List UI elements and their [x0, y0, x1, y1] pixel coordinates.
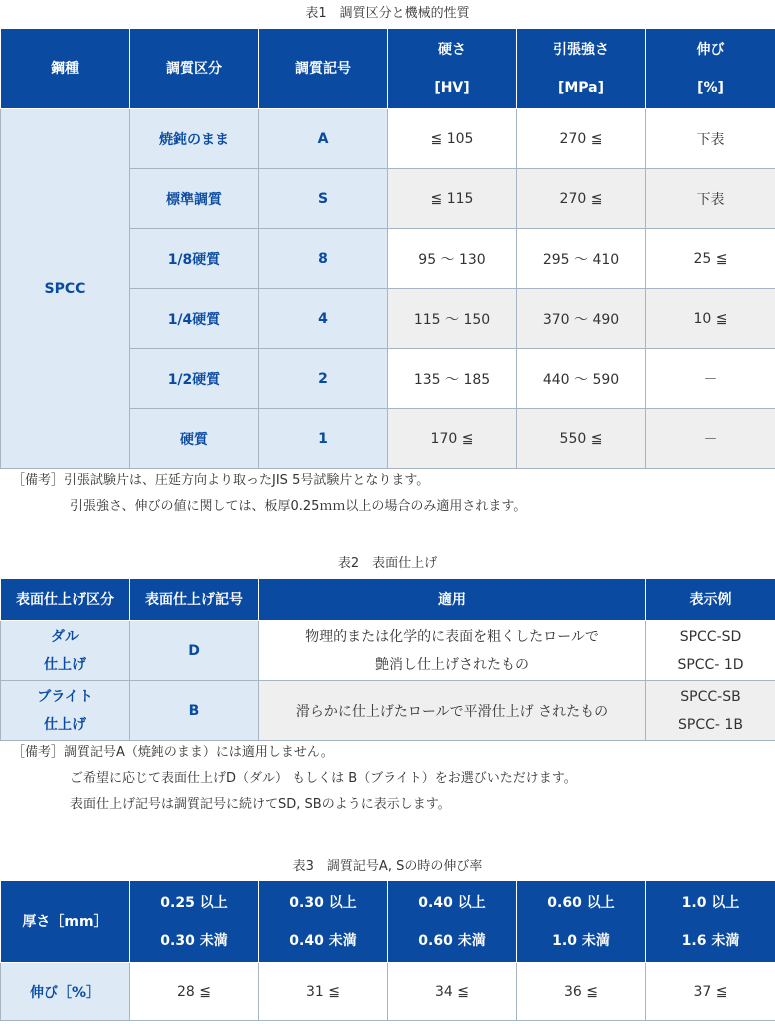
temper-class-cell: 焼鈍のまま	[130, 109, 259, 169]
elongation-cell: 下表	[646, 109, 775, 169]
elongation-cell: －	[646, 409, 775, 469]
elongation-value-cell: 36 ≦	[517, 963, 646, 1021]
elongation-cell: －	[646, 349, 775, 409]
example-cell	[646, 681, 775, 741]
steel-name-cell: SPCC	[1, 109, 130, 469]
table1-notes	[12, 468, 526, 520]
thickness-range-cell	[259, 881, 388, 963]
range-from: 0.25 以上	[160, 894, 228, 911]
range-to: 1.0 未満	[552, 932, 610, 949]
application-cell: 滑らかに仕上げたロールで平滑仕上げ されたもの	[259, 681, 646, 741]
range-from: 1.0 以上	[681, 894, 740, 911]
hardness-cell: ≦ 115	[388, 169, 517, 229]
finish-code-cell: B	[130, 681, 259, 741]
hardness-label: 硬さ	[438, 41, 466, 58]
elongation-value-cell: 37 ≦	[646, 963, 775, 1021]
hardness-cell: ≦ 105	[388, 109, 517, 169]
header-example: 表示例	[646, 579, 775, 621]
header-application: 適用	[259, 579, 646, 621]
temper-code-cell: 8	[259, 229, 388, 289]
temper-code-cell: 1	[259, 409, 388, 469]
elongation-cell: 10 ≦	[646, 289, 775, 349]
elongation-value-cell: 34 ≦	[388, 963, 517, 1021]
finish-class-line: 仕上げ	[44, 716, 86, 733]
elongation-value-cell: 31 ≦	[259, 963, 388, 1021]
hardness-unit: [HV]	[434, 79, 470, 96]
range-to: 1.6 未満	[681, 932, 740, 949]
example-line: SPCC-SB	[680, 688, 741, 705]
temper-class-cell: 1/8硬質	[130, 229, 259, 289]
temper-class-cell: 1/4硬質	[130, 289, 259, 349]
hardness-cell: 135 ～ 185	[388, 349, 517, 409]
hardness-cell: 95 ～ 130	[388, 229, 517, 289]
application-line: 艶消し仕上げされたもの	[375, 656, 529, 673]
header-finish-code: 表面仕上げ記号	[130, 579, 259, 621]
header-tensile	[517, 29, 646, 109]
header-finish-class: 表面仕上げ区分	[1, 579, 130, 621]
elongation-unit: [%]	[697, 79, 724, 96]
temper-class-cell: 標準調質	[130, 169, 259, 229]
application-line: 物理的または化学的に表面を粗くしたロールで	[305, 628, 599, 645]
finish-class-cell	[1, 681, 130, 741]
elongation-table	[0, 880, 775, 1021]
finish-class-cell	[1, 621, 130, 681]
tensile-label: 引張強さ	[553, 41, 609, 58]
elongation-cell: 25 ≦	[646, 229, 775, 289]
application-cell	[259, 621, 646, 681]
note-line: 調質記号A（焼鈍のまま）には適用しません。	[64, 745, 334, 760]
header-steel: 鋼種	[1, 29, 130, 109]
elongation-cell: 下表	[646, 169, 775, 229]
finish-class-line: ブライト	[37, 688, 93, 705]
example-line: SPCC- 1B	[678, 716, 743, 733]
temper-code-cell: S	[259, 169, 388, 229]
table1-caption: 表1 調質区分と機械的性質	[305, 6, 470, 21]
table3-caption: 表3 調質記号A, Sの時の伸び率	[292, 859, 483, 874]
tensile-cell: 370 ～ 490	[517, 289, 646, 349]
range-to: 0.60 未満	[418, 932, 486, 949]
tensile-cell: 295 ～ 410	[517, 229, 646, 289]
thickness-range-cell	[517, 881, 646, 963]
tensile-cell: 440 ～ 590	[517, 349, 646, 409]
temper-code-cell: 4	[259, 289, 388, 349]
note-label: ［備考］	[12, 473, 65, 488]
finish-code-cell: D	[130, 621, 259, 681]
range-to: 0.40 未満	[289, 932, 357, 949]
header-temper-code: 調質記号	[259, 29, 388, 109]
header-elongation	[646, 29, 775, 109]
elongation-label-cell: 伸び［%］	[1, 963, 130, 1021]
thickness-label-cell: 厚さ［mm］	[1, 881, 130, 963]
range-to: 0.30 未満	[160, 932, 228, 949]
note-line: ご希望に応じて表面仕上げD（ダル） もしくは B（ブライト）をお選びいただけます。	[70, 771, 577, 786]
header-hardness	[388, 29, 517, 109]
header-temper-class: 調質区分	[130, 29, 259, 109]
thickness-range-cell	[646, 881, 775, 963]
example-line: SPCC- 1D	[677, 656, 744, 673]
hardness-cell: 115 ～ 150	[388, 289, 517, 349]
temper-code-cell: A	[259, 109, 388, 169]
range-from: 0.30 以上	[289, 894, 357, 911]
temper-class-cell: 1/2硬質	[130, 349, 259, 409]
example-line: SPCC-SD	[679, 628, 742, 645]
elongation-label: 伸び	[696, 41, 725, 58]
tensile-cell: 550 ≦	[517, 409, 646, 469]
example-cell	[646, 621, 775, 681]
tensile-unit: [MPa]	[557, 79, 605, 96]
range-from: 0.60 以上	[547, 894, 615, 911]
note-line: 引張強さ、伸びの値に関しては、板厚0.25ｍｍ以上の場合のみ適用されます。	[70, 499, 527, 514]
elongation-value-cell: 28 ≦	[130, 963, 259, 1021]
table2-caption: 表2 表面仕上げ	[337, 556, 438, 571]
mechanical-properties-table	[0, 28, 775, 469]
surface-finish-table	[0, 578, 775, 741]
note-line: 引張試験片は、圧延方向より取ったJIS 5号試験片となります。	[64, 473, 430, 488]
thickness-range-cell	[388, 881, 517, 963]
note-line: 表面仕上げ記号は調質記号に続けてSD, SBのように表示します。	[70, 797, 451, 812]
tensile-cell: 270 ≦	[517, 109, 646, 169]
temper-class-cell: 硬質	[130, 409, 259, 469]
finish-class-line: ダル	[51, 628, 79, 645]
note-label: ［備考］	[12, 745, 65, 760]
table2-notes	[12, 740, 577, 818]
temper-code-cell: 2	[259, 349, 388, 409]
finish-class-line: 仕上げ	[44, 656, 86, 673]
thickness-range-cell	[130, 881, 259, 963]
hardness-cell: 170 ≦	[388, 409, 517, 469]
tensile-cell: 270 ≦	[517, 169, 646, 229]
range-from: 0.40 以上	[418, 894, 486, 911]
